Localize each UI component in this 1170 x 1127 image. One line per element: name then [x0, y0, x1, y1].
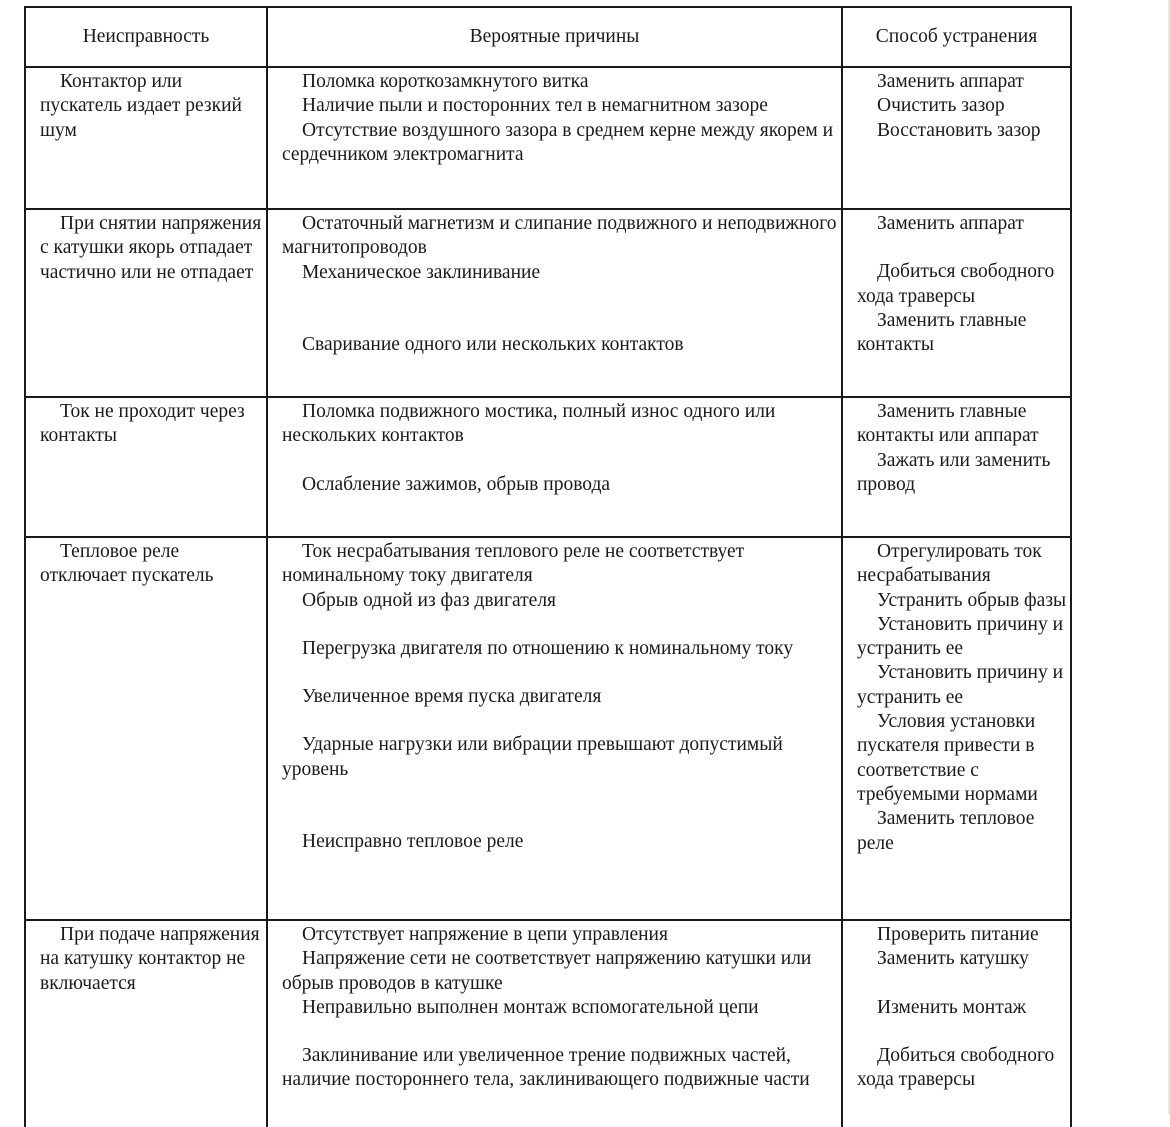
- remedy-text: Условия установки пускателя привести в соответствие с требуемыми нормами: [857, 711, 1038, 805]
- cause-text: Остаточный магнетизм и слипание подвижного и неподвижного магнитопроводов: [282, 213, 837, 259]
- cause-text: Неисправно тепловое реле: [302, 831, 524, 853]
- cause-text: Отсутствует напряжение в цепи управления: [302, 924, 668, 945]
- remedy-text: Заменить катушку: [877, 948, 1029, 970]
- table-row: [25, 67, 1071, 209]
- fault-text: Контактор или пускатель издает резкий шум: [40, 71, 242, 141]
- cause-text: Механическое заклинивание: [302, 261, 541, 283]
- table-row: [25, 920, 1071, 1127]
- remedy-text: Установить причину и устранить ее: [857, 662, 1064, 708]
- cause-text: Напряжение сети не соответствует напряжению катушки или обрыв проводов в катушке: [282, 948, 812, 994]
- causes-cell: [267, 209, 842, 397]
- fault-text: При снятии напряжения с катушки якорь отпадает частично или не отпадает: [40, 213, 262, 283]
- remedy-text: Зажать или заменить провод: [857, 449, 1051, 495]
- remedy-text: Восстановить зазор: [877, 119, 1041, 141]
- fault-text: Тепловое реле отключает пускатель: [40, 541, 214, 587]
- remedies-cell: [842, 67, 1071, 209]
- remedy-text: Добиться свободного хода траверсы: [857, 261, 1055, 307]
- cause-text: Увеличенное время пуска двигателя: [302, 686, 602, 708]
- cause-text: Перегрузка двигателя по отношению к номинальному току: [302, 637, 794, 659]
- remedy-text: Заменить тепловое реле: [857, 808, 1035, 854]
- table-row: [25, 537, 1071, 920]
- fault-text: При подаче напряжения на катушку контактор не включается: [40, 924, 260, 994]
- cause-text: Ударные нагрузки или вибрации превышают допустимый уровень: [282, 734, 783, 780]
- cause-text: Ток несрабатывания теплового реле не соответствует номинальному току двигателя: [282, 541, 745, 587]
- cause-text: Поломка подвижного мостика, полный износ одного или нескольких контактов: [282, 401, 776, 447]
- remedy-text: Заменить главные контакты: [857, 309, 1027, 356]
- causes-cell: [267, 537, 842, 920]
- remedy-text: Отрегулировать ток несрабатывания: [857, 541, 1042, 587]
- table-row: [25, 397, 1071, 537]
- remedies-cell: [842, 397, 1071, 537]
- remedies-cell: [842, 920, 1071, 1127]
- cause-text: Сваривание одного или нескольких контактов: [302, 333, 684, 355]
- remedy-text: Добиться свободного хода траверсы: [857, 1044, 1055, 1091]
- cause-text: Заклинивание или увеличенное трение подвижных частей, наличие постороннего тела, заклинивающего подвижные части: [282, 1045, 810, 1091]
- remedy-text: Заменить главные контакты или аппарат: [857, 401, 1039, 447]
- remedy-text: Устранить обрыв фазы: [877, 589, 1067, 611]
- remedy-text: Изменить монтаж: [877, 996, 1027, 1018]
- remedies-cell: [842, 537, 1071, 920]
- causes-cell: [267, 397, 842, 537]
- header-causes: Вероятные причины: [267, 7, 842, 67]
- cause-text: Отсутствие воздушного зазора в среднем керне между якорем и сердечником электромагнита: [282, 119, 834, 165]
- remedies-cell: [842, 209, 1071, 397]
- fault-cell: [25, 537, 267, 920]
- remedy-text: Установить причину и устранить ее: [857, 613, 1064, 660]
- table-row: [25, 209, 1071, 397]
- cause-text: Неправильно выполнен монтаж вспомогательной цепи: [302, 996, 759, 1018]
- fault-text: Ток не проходит через контакты: [40, 401, 245, 447]
- header-remedies: Способ устранения: [842, 7, 1071, 67]
- fault-cell: [25, 209, 267, 397]
- causes-cell: [267, 67, 842, 209]
- fault-cell: [25, 67, 267, 209]
- fault-cell: [25, 920, 267, 1127]
- remedy-text: Заменить аппарат: [877, 71, 1024, 92]
- table-header-row: [25, 7, 1071, 67]
- header-fault: Неисправность: [25, 7, 267, 67]
- cause-text: Обрыв одной из фаз двигателя: [302, 589, 557, 611]
- causes-cell: [267, 920, 842, 1127]
- troubleshooting-table: [24, 6, 1072, 1127]
- cause-text: Поломка короткозамкнутого витка: [302, 71, 589, 92]
- remedy-text: Заменить аппарат: [877, 213, 1024, 234]
- remedy-text: Проверить питание: [877, 924, 1039, 945]
- remedy-text: Очистить зазор: [877, 95, 1005, 117]
- fault-cell: [25, 397, 267, 537]
- cause-text: Наличие пыли и посторонних тел в немагнитном зазоре: [302, 95, 768, 117]
- cause-text: Ослабление зажимов, обрыв провода: [302, 473, 611, 495]
